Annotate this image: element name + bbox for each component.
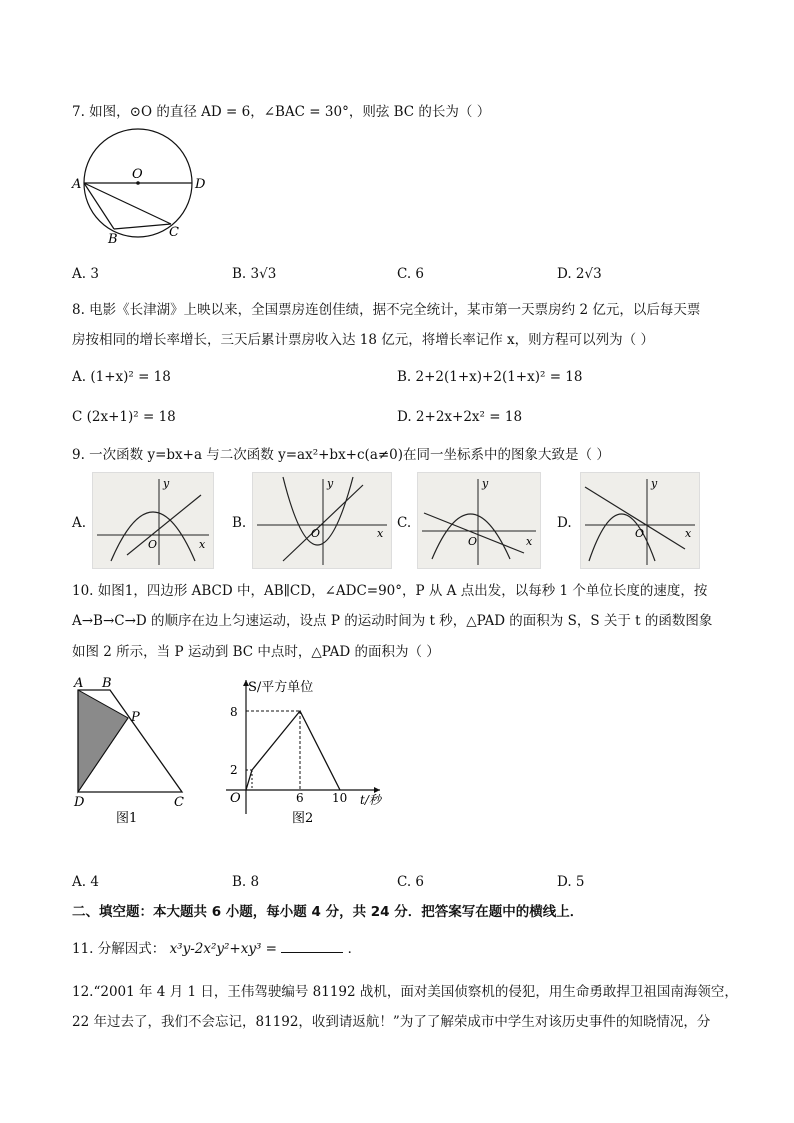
q9-graph-d bbox=[580, 472, 700, 569]
q10-fig2-x6: 6 bbox=[296, 791, 304, 805]
q10-figure-1 bbox=[70, 674, 200, 826]
q12-line1: 12.“2001 年 4 月 1 日，王伟驾驶编号 81192 战机，面对美国侦察机的侵犯，用生命勇敢捍卫祖国南海领空， bbox=[72, 984, 738, 1000]
q7-option-d: D. 2√3 bbox=[557, 266, 602, 282]
q8-option-a: A. (1+x)² = 18 bbox=[72, 369, 171, 385]
q8-stem-line2: 房按相同的增长率增长，三天后累计票房收入达 18 亿元，将增长率记作 x，则方程可以列为（ ） bbox=[72, 332, 654, 348]
q7-option-b: B. 3√3 bbox=[232, 266, 277, 282]
q10-fig2-xlabel: t/秒 bbox=[360, 793, 381, 807]
q9-graph-c bbox=[417, 472, 541, 569]
q10-stem-line1: 10. 如图1，四边形 ABCD 中，AB∥CD，∠ADC=90°，P 从 A 点出发，以每秒 1 个单位长度的速度，按 bbox=[72, 583, 708, 599]
q9c-x-label: x bbox=[526, 535, 533, 548]
q7-option-c: C. 6 bbox=[397, 266, 425, 282]
q9d-x-label: x bbox=[685, 527, 692, 540]
q11-expression: x³y-2x²y²+xy³ = bbox=[169, 941, 277, 957]
q7-circle-figure bbox=[68, 128, 218, 248]
q9a-y-label: y bbox=[163, 477, 170, 490]
q10-fig1-b: B bbox=[102, 676, 112, 691]
q8-stem-line1: 8. 电影《长津湖》上映以来，全国票房连创佳绩，据不完全统计，某市第一天票房约 2 亿元，以后每天票 bbox=[72, 302, 701, 318]
q10-fig2-caption: 图2 bbox=[292, 811, 314, 826]
q9c-y-label: y bbox=[482, 477, 489, 490]
q12-line2: 22 年过去了，我们不会忘记，81192，收到请返航！”为了了解荣成市中学生对该历史事件的知晓情况，分 bbox=[72, 1014, 711, 1030]
q10-figure-2 bbox=[218, 674, 388, 826]
q10-fig1-p: P bbox=[131, 710, 140, 725]
q9a-origin-label: O bbox=[148, 538, 158, 551]
q9-graph-b bbox=[252, 472, 392, 569]
q9-option-b: B. bbox=[232, 515, 247, 531]
q8-option-b: B. 2+2(1+x)+2(1+x)² = 18 bbox=[397, 369, 583, 385]
q9a-x-label: x bbox=[199, 538, 206, 551]
q11-line bbox=[72, 940, 361, 958]
q10-fig2-ylabel: S/平方单位 bbox=[248, 680, 314, 695]
q10-option-c: C. 6 bbox=[397, 874, 425, 890]
q9-graph-a bbox=[92, 472, 214, 569]
q10-fig1-d: D bbox=[74, 795, 85, 810]
section2-title: 二、填空题：本大题共 6 小题，每小题 4 分，共 24 分．把答案写在题中的横线上． bbox=[72, 904, 584, 920]
q10-fig2-y2: 2 bbox=[230, 763, 238, 777]
q10-stem-line3: 如图 2 所示，当 P 运动到 BC 中点时，△PAD 的面积为（ ） bbox=[72, 644, 440, 660]
q10-option-a: A. 4 bbox=[72, 874, 99, 890]
q9d-y-label: y bbox=[651, 477, 658, 490]
q9c-origin-label: O bbox=[468, 535, 478, 548]
q9-option-c: C. bbox=[397, 515, 412, 531]
q7-label-b: B bbox=[108, 232, 118, 247]
q9-option-a: A. bbox=[72, 515, 87, 531]
q11-answer-blank[interactable] bbox=[281, 940, 343, 953]
q10-fig2-x10: 10 bbox=[332, 791, 348, 805]
q10-option-d: D. 5 bbox=[557, 874, 585, 890]
q10-fig1-caption: 图1 bbox=[116, 811, 138, 826]
q10-fig1-a: A bbox=[74, 676, 84, 691]
q9-stem: 9. 一次函数 y=bx+a 与二次函数 y=ax²+bx+c(a≠0)在同一坐标系中的图象大致是（ ） bbox=[72, 447, 610, 463]
q9b-origin-label: O bbox=[311, 527, 321, 540]
q7-label-d: D bbox=[195, 177, 206, 192]
q9d-origin-label: O bbox=[635, 527, 645, 540]
q10-option-b: B. 8 bbox=[232, 874, 260, 890]
q10-stem-line2: A→B→C→D 的顺序在边上匀速运动，设点 P 的运动时间为 t 秒，△PAD 的面积为 S，S 关于 t 的函数图象 bbox=[72, 613, 713, 629]
q9b-x-label: x bbox=[377, 527, 384, 540]
q7-stem: 7. 如图，⊙O 的直径 AD = 6，∠BAC = 30°，则弦 BC 的长为（ ） bbox=[72, 104, 491, 120]
q11-suffix: ． bbox=[347, 941, 362, 957]
q11-prefix: 11. 分解因式： bbox=[72, 941, 166, 957]
q7-label-c: C bbox=[169, 225, 179, 240]
q10-fig1-c: C bbox=[174, 795, 184, 810]
q7-label-a: A bbox=[72, 177, 82, 192]
q9-option-d: D. bbox=[557, 515, 572, 531]
q8-option-d: D. 2+2x+2x² = 18 bbox=[397, 409, 523, 425]
q7-label-o: O bbox=[132, 167, 143, 182]
q10-fig2-origin: O bbox=[230, 791, 241, 806]
q7-option-a: A. 3 bbox=[72, 266, 99, 282]
q8-option-c: C (2x+1)² = 18 bbox=[72, 409, 176, 425]
q9b-y-label: y bbox=[327, 477, 334, 490]
q10-fig2-y8: 8 bbox=[230, 705, 238, 719]
